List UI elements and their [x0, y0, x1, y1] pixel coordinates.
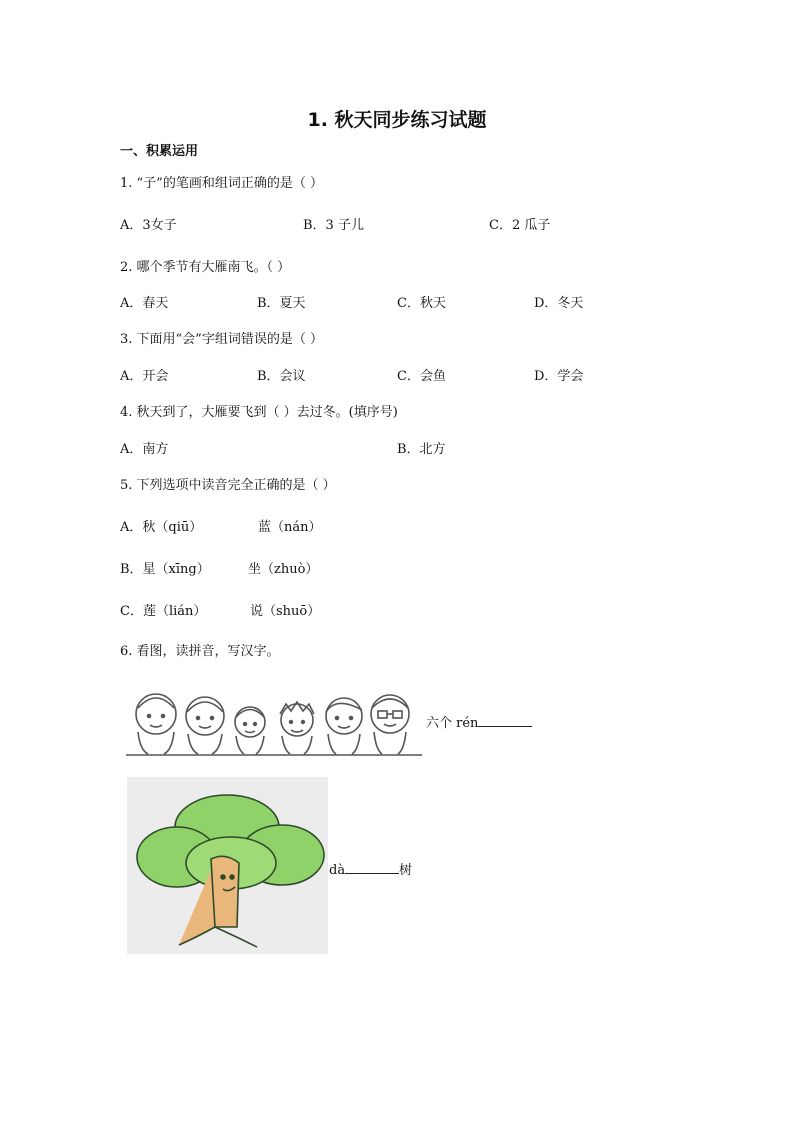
section-heading: 一、积累运用 [120, 144, 199, 159]
picture-2-prompt [329, 859, 412, 878]
question-2-stem: 2. 哪个季节有大雁南飞。（ ） [120, 260, 291, 275]
question-2-option-d: D．冬天 [534, 296, 584, 311]
question-1-option-b: B．3 子儿 [303, 218, 364, 233]
question-2-option-b: B．夏天 [257, 296, 306, 311]
question-3-option-b: B．会议 [257, 369, 306, 384]
picture-2-suffix: 树 [399, 863, 413, 878]
question-3-option-a: A．开会 [120, 369, 169, 384]
question-5-option-a-part1: A．秋（qiū） [120, 520, 203, 535]
picture-1-pinyin: 六个 rén [426, 716, 479, 731]
question-3-stem: 3. 下面用“会”字组词错误的是（ ） [120, 332, 323, 347]
question-5-option-a-part2: 蓝（nán） [258, 520, 322, 535]
page-title: 1. 秋天同步练习试题 [307, 109, 487, 131]
question-5-option-b-part2: 坐（zhuò） [248, 562, 319, 577]
question-1-option-c: C．2 瓜子 [489, 218, 551, 233]
question-5-option-b-part1: B．星（xīng） [120, 562, 210, 577]
question-1-stem: 1. “子”的笔画和组词正确的是（ ） [120, 176, 323, 191]
question-6-stem: 6. 看图，读拼音，写汉字。 [120, 644, 280, 659]
picture-1-answer-blank[interactable] [478, 715, 532, 727]
question-3-option-c: C．会鱼 [397, 369, 446, 384]
question-5-option-c-part2: 说（shuō） [250, 604, 321, 619]
picture-2-pinyin: dà [329, 863, 346, 878]
question-4-stem: 4. 秋天到了，大雁要飞到（ ）去过冬。(填序号) [120, 405, 398, 420]
question-2-option-a: A．春天 [120, 296, 169, 311]
big-tree-illustration [127, 777, 328, 954]
question-4-option-a: A．南方 [120, 442, 169, 457]
picture-2-answer-blank[interactable] [345, 862, 399, 874]
question-5-stem: 5. 下列选项中读音完全正确的是（ ） [120, 478, 336, 493]
question-1-option-a: A．3女子 [120, 218, 177, 233]
question-4-option-b: B．北方 [397, 442, 446, 457]
question-3-option-d: D．学会 [534, 369, 584, 384]
question-5-option-c-part1: C．莲（lián） [120, 604, 207, 619]
picture-1-prompt [426, 712, 532, 731]
question-2-option-c: C．秋天 [397, 296, 446, 311]
six-children-illustration [126, 684, 426, 762]
